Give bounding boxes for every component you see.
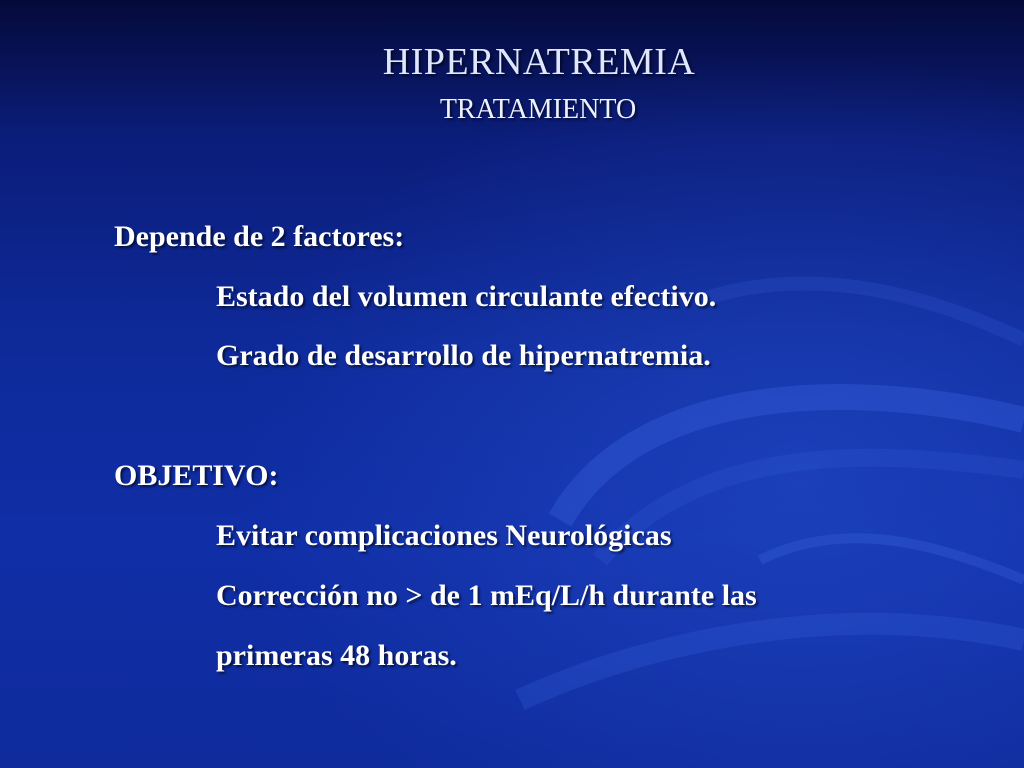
slide-subtitle: TRATAMIENTO bbox=[439, 94, 637, 125]
objective-item: Evitar complicaciones Neurológicas bbox=[216, 519, 672, 552]
factor-item: Estado del volumen circulante efectivo. bbox=[216, 280, 717, 313]
section-heading-factors: Depende de 2 factores: bbox=[114, 220, 405, 253]
objective-item: primeras 48 horas. bbox=[216, 639, 457, 672]
section-heading-objective: OBJETIVO: bbox=[114, 459, 279, 492]
objective-item: Corrección no > de 1 mEq/L/h durante las bbox=[216, 579, 757, 612]
factor-item: Grado de desarrollo de hipernatremia. bbox=[216, 339, 711, 372]
slide-title: HIPERNATREMIA bbox=[382, 41, 696, 83]
